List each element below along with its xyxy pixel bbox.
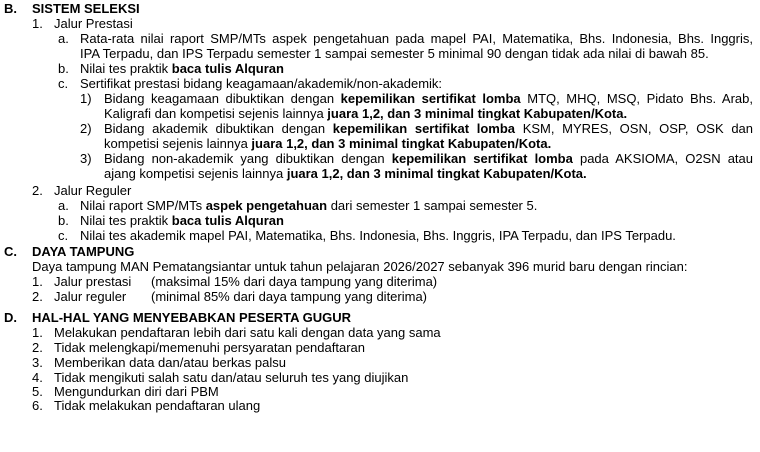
reguler-a-marker: a. [58, 198, 69, 213]
disqualify-item-4-text: Tidak mengikuti salah satu dan/atau seluruh tes yang diujikan [54, 370, 409, 385]
disqualify-item-5-text: Mengundurkan diri dari PBM [54, 384, 219, 399]
certificate-item-3-line2: ajang kompetisi sejenis lainnya juara 1,2, dan 3 minimal tingkat Kabupaten/Kota. [104, 166, 587, 181]
prestasi-a-line2: IPA Terpadu, dan IPS Terpadu semester 1 sampai semester 5 minimal 90 dengan tidak ada nilai di bawah 85. [80, 46, 709, 61]
disqualify-item-3-text: Memberikan data dan/atau berkas palsu [54, 355, 286, 370]
prestasi-b-marker: b. [58, 61, 69, 76]
capacity-item-2-detail: (minimal 85% dari daya tampung yang diterima) [151, 289, 428, 304]
disqualify-item-6-number: 6. [32, 398, 43, 413]
certificate-item-1-line1: Bidang keagamaan dibuktikan dengan kepemilikan sertifikat lomba MTQ, MHQ, MSQ, Pidato Bhs. Arab, [104, 91, 753, 106]
reguler-c-text: Nilai tes akademik mapel PAI, Matematika, Bhs. Indonesia, Bhs. Inggris, IPA Terpadu, dan IPS Terpadu. [80, 228, 676, 243]
reguler-number: 2. [32, 183, 43, 198]
capacity-item-2-number: 2. [32, 289, 43, 304]
prestasi-a-marker: a. [58, 31, 69, 46]
reguler-a-text: Nilai raport SMP/MTs aspek pengetahuan dari semester 1 sampai semester 5. [80, 198, 538, 213]
capacity-item-1-detail: (maksimal 15% dari daya tampung yang diterima) [151, 274, 438, 289]
reguler-c-marker: c. [58, 228, 69, 243]
capacity-item-2-label: Jalur reguler [54, 289, 127, 304]
prestasi-label: Jalur Prestasi [54, 16, 133, 31]
prestasi-c-text: Sertifikat prestasi bidang keagamaan/akademik/non-akademik: [80, 76, 443, 91]
prestasi-b-text: Nilai tes praktik baca tulis Alquran [80, 61, 284, 76]
section-b-letter: B. [4, 1, 17, 16]
section-b-title: SISTEM SELEKSI [32, 1, 140, 16]
disqualify-item-1-text: Melakukan pendaftaran lebih dari satu kali dengan data yang sama [54, 325, 441, 340]
prestasi-c-marker: c. [58, 76, 69, 91]
disqualify-item-3-number: 3. [32, 355, 43, 370]
prestasi-a-line1: Rata-rata nilai raport SMP/MTs aspek pengetahuan pada mapel PAI, Matematika, Bhs. Indonesia, Bhs. Inggris, [80, 31, 753, 46]
disqualify-item-1-number: 1. [32, 325, 43, 340]
certificate-item-1-line2: Kaligrafi dan kompetisi sejenis lainnya juara 1,2, dan 3 minimal tingkat Kabupaten/Kota. [104, 106, 628, 121]
prestasi-number: 1. [32, 16, 43, 31]
certificate-item-2-line2: kompetisi sejenis lainnya juara 1,2, dan 3 minimal tingkat Kabupaten/Kota. [104, 136, 552, 151]
disqualify-item-4-number: 4. [32, 370, 43, 385]
section-c-letter: C. [4, 244, 17, 259]
reguler-b-marker: b. [58, 213, 69, 228]
capacity-intro: Daya tampung MAN Pematangsiantar untuk tahun pelajaran 2026/2027 sebanyak 396 murid baru dengan rincian: [32, 259, 688, 274]
capacity-item-1-label: Jalur prestasi [54, 274, 132, 289]
disqualify-item-6-text: Tidak melakukan pendaftaran ulang [54, 398, 261, 413]
disqualify-item-5-number: 5. [32, 384, 43, 399]
reguler-b-text: Nilai tes praktik baca tulis Alquran [80, 213, 284, 228]
certificate-item-2-number: 2) [80, 121, 92, 136]
section-d-title: HAL-HAL YANG MENYEBABKAN PESERTA GUGUR [32, 310, 352, 325]
reguler-label: Jalur Reguler [54, 183, 132, 198]
certificate-item-3-number: 3) [80, 151, 92, 166]
disqualify-item-2-number: 2. [32, 340, 43, 355]
section-d-letter: D. [4, 310, 17, 325]
certificate-item-3-line1: Bidang non-akademik yang dibuktikan dengan kepemilikan sertifikat lomba pada AKSIOMA, O2SN atau [104, 151, 754, 166]
certificate-item-1-number: 1) [80, 91, 92, 106]
section-c-title: DAYA TAMPUNG [32, 244, 135, 259]
capacity-item-1-number: 1. [32, 274, 43, 289]
disqualify-item-2-text: Tidak melengkapi/memenuhi persyaratan pendaftaran [54, 340, 365, 355]
certificate-item-2-line1: Bidang akademik dibuktikan dengan kepemilikan sertifikat lomba KSM, MYRES, OSN, OSP, OSK dan [104, 121, 754, 136]
